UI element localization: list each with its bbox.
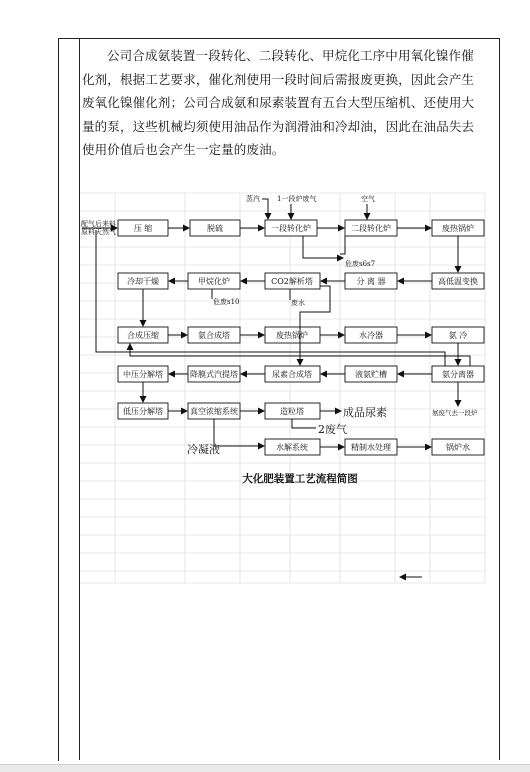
label-purge-gas: 氨废气去一段炉	[432, 409, 478, 417]
label-air: 空气	[361, 195, 375, 203]
node-ammonia-separator: 氨分离器	[442, 370, 474, 379]
label-condensate: 冷凝液	[187, 443, 220, 456]
node-waste-heat-boiler-1: 废热锅炉	[442, 224, 474, 233]
node-urea-synthesis: 尿素合成塔	[272, 370, 312, 379]
input-label-top: 配气后来料	[81, 220, 116, 228]
node-vacuum-concentration: 真空浓缩系统	[190, 407, 238, 416]
label-waste-gas-2: 2废气	[318, 423, 347, 436]
arrow-vacuum-hydrolysis	[214, 419, 264, 446]
grid	[80, 193, 485, 583]
node-waste-heat-boiler-2: 废热锅炉	[276, 331, 308, 340]
node-mp-decomposer: 中压分解塔	[123, 370, 163, 379]
node-prilling-tower: 造粒塔	[280, 407, 304, 416]
label-waste-s10: 危废s10	[213, 298, 240, 306]
node-co2-stripper: CO2解析塔	[271, 277, 313, 286]
node-compress: 压 缩	[133, 224, 153, 233]
node-primary-reformer: 一段转化炉	[271, 224, 311, 233]
node-hydrolysis: 水解系统	[276, 443, 308, 452]
arrow-s6s7	[340, 236, 345, 254]
node-cooling-drying: 冷却干燥	[127, 277, 159, 286]
node-ammonia-cooling: 氨 冷	[448, 331, 468, 340]
node-boiler-water: 锅炉水	[446, 443, 470, 452]
node-separator: 分 离 器	[356, 277, 386, 286]
arrow-steam	[262, 199, 268, 219]
node-lp-decomposer: 低压分解塔	[123, 407, 163, 416]
node-ammonia-synthesis: 氨合成塔	[198, 331, 230, 340]
node-falling-film-stripper: 降膜式汽提塔	[190, 370, 238, 379]
label-steam: 蒸汽	[246, 195, 260, 203]
node-methanator: 甲烷化炉	[198, 277, 230, 286]
node-syngas-compress: 合成压缩	[127, 331, 159, 340]
node-desulfur: 脱硫	[207, 224, 223, 233]
label-product-urea: 成品尿素	[343, 406, 387, 419]
label-waste-s6s7: 危废s6s7	[345, 260, 376, 268]
label-waste-water: 废水	[291, 299, 305, 307]
node-liquid-ammonia-tank: 液氨贮槽	[355, 370, 387, 379]
arrow-recycle-loop	[96, 230, 445, 366]
input-label-bottom: 原料天然气	[81, 228, 116, 236]
node-water-treatment: 精制水处理	[351, 443, 391, 452]
diagram-caption: 大化肥装置工艺流程简图	[242, 473, 358, 485]
node-secondary-reformer: 二段转化炉	[351, 224, 391, 233]
description-paragraph: 公司合成氨装置一段转化、二段转化、甲烷化工序中用氧化镍作催化剂，根据工艺要求，催化剂使用一段时间后需报废更换，因此会产生废氧化镍催化剂；公司合成氨和尿素装置有五台大型压缩机、还使用大量的泵，这些机械均须使用油品作为润滑油和冷却油，因此在油品失去使用价值后也会产生一定量的废油。	[82, 48, 475, 157]
arrow-co2-urea	[300, 286, 330, 365]
arrow-prilling-waste-gas	[292, 419, 316, 428]
node-ht-lt-shift: 高低温变换	[438, 277, 478, 286]
label-primary-waste-gas: 1一段炉废气	[277, 195, 317, 203]
node-water-cooler: 水冷器	[359, 331, 383, 340]
